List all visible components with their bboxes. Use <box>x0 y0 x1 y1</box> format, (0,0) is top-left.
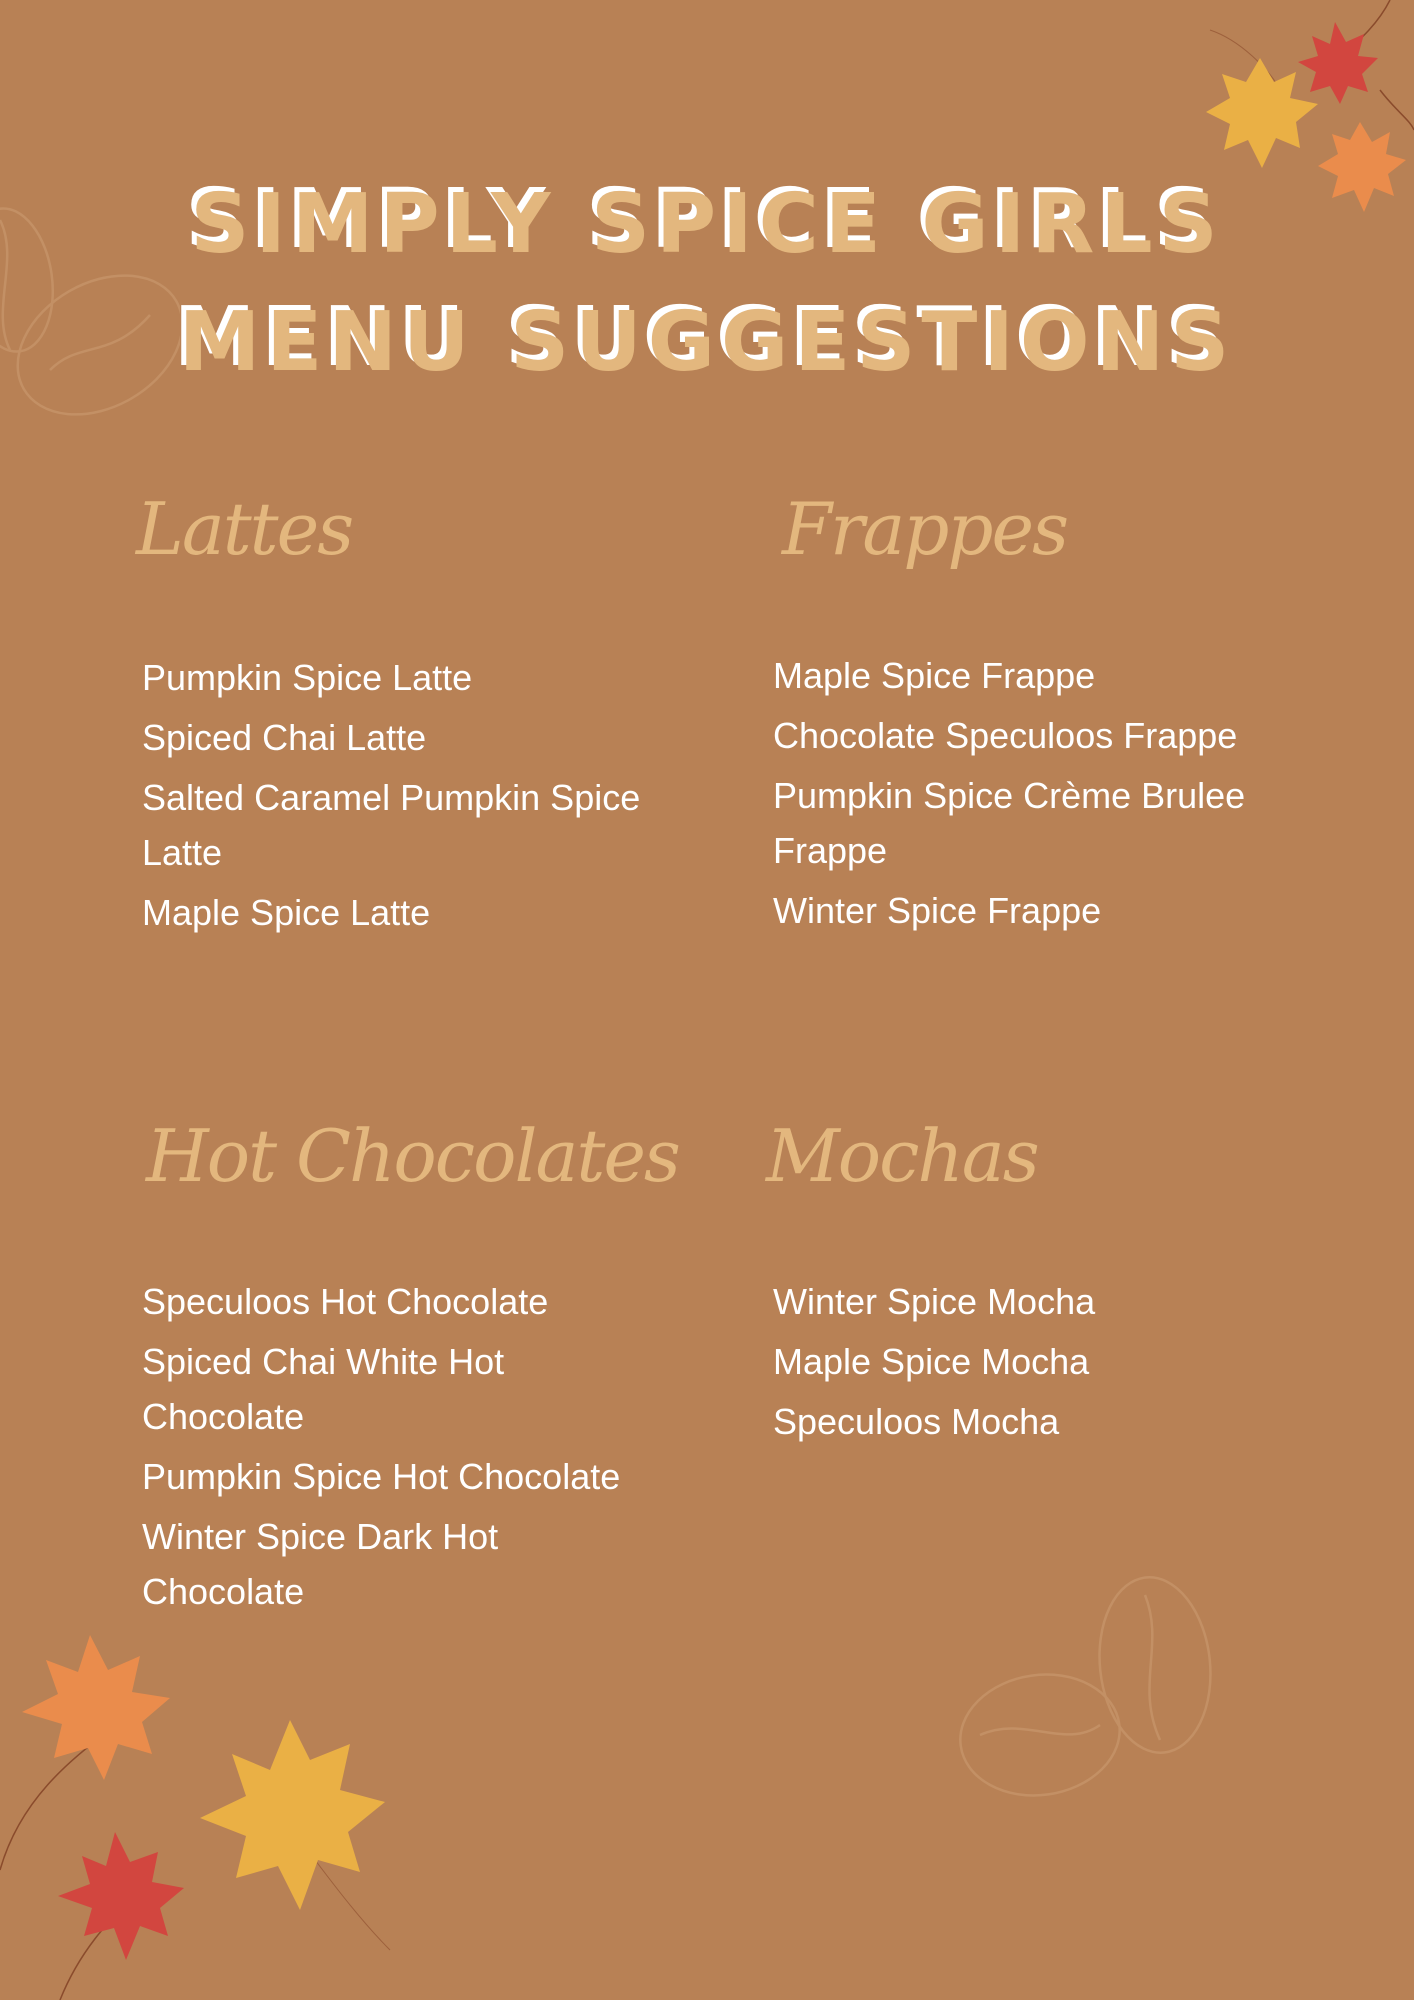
mochas-list <box>773 1274 1293 1454</box>
frappes-list <box>773 648 1293 943</box>
menu-item: Chocolate Speculoos Frappe <box>773 715 1238 756</box>
hot-chocolates-list <box>142 1274 662 1624</box>
menu-item: Pumpkin Spice Latte <box>142 657 473 698</box>
menu-item: Salted Caramel Pumpkin Spice Latte <box>142 777 641 873</box>
menu-item: Speculoos Hot Chocolate <box>142 1281 549 1322</box>
menu-item: Pumpkin Spice Hot Chocolate <box>142 1456 621 1497</box>
menu-item: Maple Spice Frappe <box>773 655 1096 696</box>
menu-item: Speculoos Mocha <box>773 1401 1060 1442</box>
section-heading-mochas: Mochas <box>766 1114 1038 1198</box>
coffee-bean-icon <box>955 1575 1225 1815</box>
section-heading-frappes: Frappes <box>782 487 1068 571</box>
menu-item: Maple Spice Mocha <box>773 1341 1090 1382</box>
menu-item: Spiced Chai Latte <box>142 717 427 758</box>
menu-item: Winter Spice Frappe <box>773 890 1102 931</box>
section-heading-hot-chocolates: Hot Chocolates <box>146 1114 679 1198</box>
menu-item: Maple Spice Latte <box>142 892 431 933</box>
menu-item: Spiced Chai White Hot Chocolate <box>142 1341 505 1437</box>
page-title: SIMPLY SPICE GIRLS <box>190 177 1224 272</box>
lattes-list <box>142 650 662 945</box>
maple-leaf-icon <box>0 1620 400 2000</box>
menu-item: Pumpkin Spice Crème Brulee Frappe <box>773 775 1246 871</box>
menu-item: Winter Spice Mocha <box>773 1281 1096 1322</box>
page-subtitle: MENU SUGGESTIONS <box>178 295 1236 390</box>
section-heading-lattes: Lattes <box>136 487 353 571</box>
menu-item: Winter Spice Dark Hot Chocolate <box>142 1516 499 1612</box>
